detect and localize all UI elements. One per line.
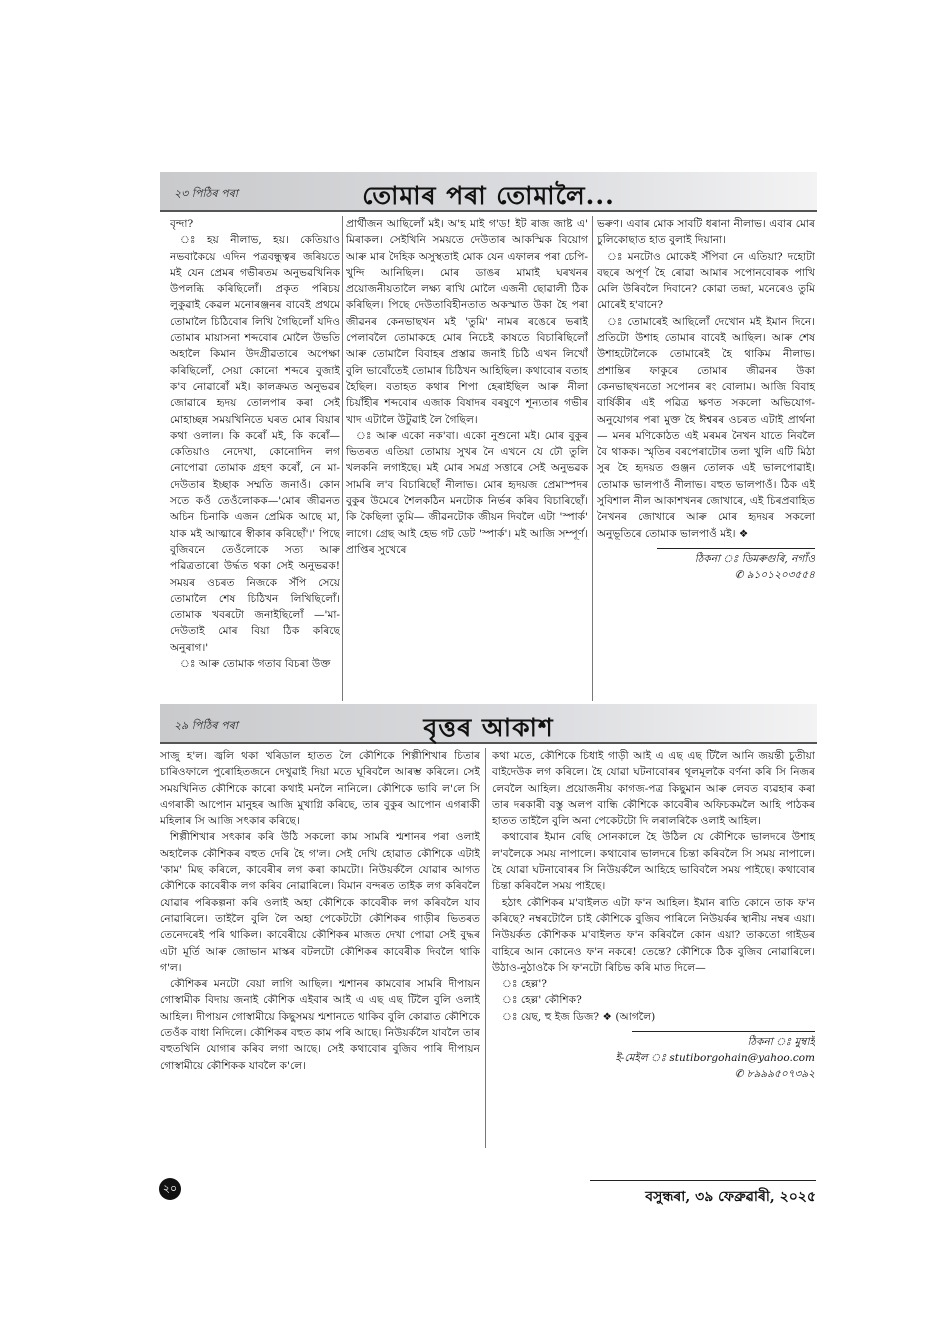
- paragraph: ঃ হয় নীলাভ, হয়। কেতিয়াও নভবাকৈয়ে এদিন পত্ৰবন্ধুত্বৰ জৰিয়তে মই যেন প্ৰেমৰ গভীৰতম অনুভৱখিনিক উপলব্ধি কৰিছিলোঁ। প্ৰকৃত পৰিচয় লুকুৱাই কেৱল মনোৰঞ্জনৰ বাবেই প্ৰথমে তোমালৈ চিঠিবোৰ লিখি গৈছিলোঁ যদিও তোমাৰ মায়াসনা শব্দবোৰ মোলৈ উভতি অহালৈ কিমান উদগ্ৰীৱতাৰে অপেক্ষা কৰিছিলোঁ, সেয়া কোনো শব্দৰে বুজাই ক'ব নোৱাৰোঁ মই। কালক্ৰমত অনুভৱৰ জোৱাৰে হৃদয় তোলপাৰ কৰা সেই মোহাচ্ছন্ন সময়খিনিতে ঘৰত মোৰ বিয়াৰ কথা ওলাল। কি কৰোঁ মই, কি কৰোঁ— কেতিয়াও নেদেখা, কোনোদিন লগ নোপোৱা তোমাক গ্ৰহণ কৰোঁ, নে মা-দেউতাৰ ইচ্ছাক সম্মতি জনাওঁ। কোন সতে কওঁ তেওঁলোকক—'মোৰ জীৱনত অচিন চিনাকি এজন প্ৰেমিক আছে মা, যাক মই আত্মাৰে স্বীকাৰ কৰিছোঁ'।' পিছে বুজিবনে তেওঁলোকে সত্য আৰু পৱিত্ৰতাৰো উৰ্দ্ধত থকা সেই অনুভৱক! সময়ৰ ওচৰত নিজকে সঁপি সেয়ে তোমালৈ শেষ চিঠিখন লিখিছিলোঁ। তোমাক খবৰটো জনাইছিলোঁ —'মা-দেউতাই মোৰ বিয়া ঠিক কৰিছে অনুৰাগ।': [170, 234, 340, 654]
- column-divider: [592, 216, 593, 701]
- paragraph: কথাবোৰ ইমান বেছি সোনকালে হৈ উঠিল যে কৌশিকে ভালদৰে উশাহ ল'বলৈকে সময় নাপালে। কথাবোৰ ভালদৰে চিন্তা কৰিবলৈ সি সময় নাপালে। হৈ যোৱা ঘটনাবোৰৰ সি নিউয়ৰ্কলৈ আহিহে ভাবিবলৈ সময় পাইছে। কথাবোৰ চিন্তা কৰিবলৈ সময় পাইছে।: [492, 831, 815, 893]
- story1-column-1: [170, 216, 340, 706]
- dialogue-line: ঃ য়েছ, হু ইজ ডিজ? ❖ (আগলৈ): [502, 1010, 656, 1023]
- paragraph: প্ৰাৰ্থীজন আছিলোঁ মই। অ'হ মাই গ'ড! ইট ৰাজ জাষ্ট এ' মিৰাকল। সেইখিনি সময়তে দেউতাৰ আকস্মিক বিয়োগ আৰু মাৰ দৈহিক অসুস্থতাই মোক যেন এফালৰ পৰা চেপি-খুন্দি আনিছিল। মোৰ ডাঙৰ মামাই ঘৰখনৰ প্ৰয়োজনীয়তালৈ লক্ষ্য ৰাখি মোলৈ এজনী ছোৱালী ঠিক কৰিছিল। পিছে দেউতাবিহীনতাত অকস্মাত উকা হৈ পৰা জীৱনৰ কেনভাছখন মই 'তুমি' নামৰ ৰঙেৰে ভৰাই পেলাবলৈ তোমাকহে মোৰ নিচেই কাষতে বিচাৰিছিলোঁ আৰু তোমালৈ বিবাহৰ প্ৰস্তাৱ জনাই চিঠি এখন লিখোঁ বুলি ভাবোঁতেই তোমাৰ চিঠিখন আহিছিল। কথাবোৰ বতাহ হৈছিল। বতাহত কথাৰ শিপা হেৰাইছিল আৰু নীলা চিয়াঁহীৰ শব্দবোৰ এজাক বিষাদৰ বৰষুণে শূন্যতাৰ গভীৰ খাদ এটালৈ উটুৱাই লৈ গৈছিল।: [346, 218, 588, 426]
- author-phone: ✆ ৯১০১২০৩৫৫৪: [734, 568, 815, 581]
- paragraph: ঃ আৰু একো নক'বা। একো নুশুনো মই। মোৰ বুকুৰ ভিতৰত এতিয়া তোমায় সুখৰ নৈ এখনে যে ঢৌ তুলি খলকনি লগাইছে। মই মোৰ সমগ্ৰ সত্তাৰে সেই অনুভৱক সামৰি ল'ব বিচাৰিছোঁ নীলাভ। মোৰ হৃদয়জ প্ৰেমাস্পদৰ বুকুৰ উমেৰে শৈলকঠিন মনটোক নিৰ্ভৰ কৰিব বিচাৰিছোঁ। কি কৈছিলা তুমি— জীৱনটোক জীয়ন দিবলৈ এটা 'স্পাৰ্ক' লাগে। গ্ৰেছ আই হেভ গট ডেট 'স্পাৰ্ক'। মই আজি সম্পূৰ্ণ। প্ৰাপ্তিৰ সুখেৰে: [346, 429, 588, 556]
- paragraph: কথা মতে, কৌশিকে চিধাই গাড়ী আই এ এছ এছ টিলৈ আনি জয়ন্তী চুতীয়া বাইদেউক লগ কৰিলে। হৈ যোৱা ঘটনাবোৰৰ থূলমূলকৈ বৰ্ণনা কৰি সি নিজৰ লেবলৈ আহিল। প্ৰয়োজনীয় কাগজ-পত্ৰ কিছুমান আৰু লেবত ব্যৱহাৰ কৰা তাৰ দৰকাৰী বস্তু অলপ বান্ধি কৌশিকে কাবেৰীৰ অফিচকমলৈ আহি পাঠকৰ হাতত তাইলৈ বুলি অনা পেকেটটো দি লৰালৰিকৈ ওলাই আহিল।: [492, 750, 815, 828]
- paragraph: শিল্পীশিখাৰ সৎকাৰ কৰি উঠি সকলো কাম সামৰি শ্মশানৰ পৰা ওলাই অহালৈক কৌশিকৰ বহুত দেৰি হৈ গ'ল। সেই দেখি হোৱাত কৌশিকে এটাই 'কাম' মিছ কৰিলে, কাবেৰীৰ লগ কৰা কামটো। নিউয়ৰ্কলৈ যোৱাৰ আগত কৌশিকে কাবেৰীক লগ কৰিব নোৱাৰিলে। বিমান বন্দৰত তাইক লগ কৰিবলৈ যোৱাৰ পৰিকল্পনা কৰি ওলাই অহা কৌশিকে কাবেৰীক লগ কৰিবলৈ যাব নোৱাৰিলে। তাইলৈ বুলি লৈ অহা পেকেটটো কৌশিকৰ গাড়ীৰ ভিতৰত তেনেদৰেই পৰি থাকিল। কাবেৰীয়ে কৌশিকৰ মাজত দেখা পোৱা সেই বুদ্ধৰ এটা মূৰ্তি আৰু জোভান মাস্কৰ বটলটো কৌশিকৰ কাবেৰীক দিবলৈ থাকি গ'ল।: [160, 831, 480, 974]
- author-phone: ✆ ৮৯৯৯৫০৭৩৯২: [734, 1068, 815, 1081]
- story1-column-2: [346, 216, 588, 706]
- story1-column-3: [597, 216, 815, 706]
- signature-rule: [632, 1031, 815, 1032]
- story2-title: বৃত্তৰ আকাশ: [423, 713, 554, 742]
- story1-title: তোমাৰ পৰা তোমালৈ...: [362, 181, 615, 210]
- paragraph: ভৰুণ। এবাৰ মোক সাবটি ধৰানা নীলাভ। এবাৰ মোৰ চুলিকোছাত হাত বুলাই দিয়ানা।: [597, 218, 815, 247]
- story2-header-bar: [160, 704, 817, 744]
- author-address: ঠিকনা ঃ মুম্বাই: [747, 1036, 815, 1049]
- author-email: ই-মেইল ঃ stutiborgohain@yahoo.com: [615, 1052, 815, 1065]
- paragraph: ঃ তোমাৰেই আছিলোঁ দেখোন মই ইমান দিনে। প্ৰতিটো উশাহ তোমাৰ বাবেই আছিল। আৰু শেষ উশাহটোলৈকে তোমাৰেই হৈ থাকিম নীলাভ। প্ৰশান্তিৰ ফাকুৰে তোমাৰ জীৱনৰ উকা কেনভাছখনতো সপোনৰ ৰং বোলাম। আজি বিবাহ বাৰ্ষিকীৰ এই পৱিত্ৰ ক্ষণত সকলো অভিযোগ-অনুযোগৰ পৰা মুক্ত হৈ ঈশ্বৰৰ ওচৰত এটাই প্ৰাৰ্থনা— মনৰ মণিকোঠত এই মৰমৰ নৈখন যাতে নিবলৈ বৈ থাকক। স্মৃতিৰ বৰপেৰাটোৰ তলা খুলি এটি মিঠা সুৰ হৈ হৃদয়ত গুঞ্জন তোলক এই ভালপোৱাই। তোমাক ভালপাওঁ নীলাভ। বহুত ভালপাওঁ। ঠিক এই সুবিশাল নীল আকাশখনৰ জোখাৰে, এই চিৰপ্ৰবাহিত নৈখনৰ জোখাৰে আৰু মোৰ হৃদয়ৰ সকলো অনুভূতিৰে তোমাক ভালপাওঁ মই। ❖: [597, 315, 815, 540]
- continued-from-label: ২৩ পিঠিৰ পৰা: [174, 187, 238, 200]
- paragraph: বৃন্দা?: [170, 218, 194, 230]
- paragraph: হঠাৎ কৌশিকৰ ম'বাইলত এটা ফ'ন আহিল। ইমান ৰাতি কোনে তাক ফ'ন কৰিছে? নম্বৰটোলৈ চাই কৌশিকে বুজিব পাৰিলে নিউয়ৰ্কৰ স্থানীয় নম্বৰ এয়া। নিউয়ৰ্কত কৌশিকক ম'বাইলত ফ'ন কৰিবলৈ কোন এয়া? তাকতো গাইডৰ বাহিৰে আন কোনেও ফ'ন নকৰে! তেন্তে? কৌশিকে ঠিক বুজিব নোৱাৰিলে। উঠাও-নুঠাওকৈ সি ফ'নটো ৰিচিভ কৰি মাত দিলে—: [492, 896, 815, 974]
- story2-column-1: [160, 748, 480, 1158]
- publication-footer: বসুন্ধৰা, ৩৯ ফেব্ৰুৱাৰী, ২০২৫: [590, 1180, 816, 1209]
- author-address: ঠিকনা ঃ ডিমৰুগুৰি, নগাঁও: [694, 552, 815, 565]
- signature-rule: [657, 548, 815, 549]
- column-divider: [485, 748, 486, 1148]
- paragraph: কৌশিকৰ মনটো বেয়া লাগি আছিল। শ্মশানৰ কামবোৰ সামৰি দীপায়ন গোস্বামীক বিদায় জনাই কৌশিক এইবাৰ আই এ এছ এছ টিলৈ বুলি ওলাই আহিল। দীপায়ন গোস্বামীয়ে কিছুসময় শ্মশানতে থাকিব বুলি কোৱাত কৌশিকে তেওঁক বাধা নিদিলে। কৌশিকৰ বহুত কাম পৰি আছে। নিউয়ৰ্কলৈ যাবলৈ তাৰ বহুতখিনি যোগাৰ কৰিব লগা আছে। সেই কথাবোৰ বুজিব পাৰি দীপায়ন গোস্বামীয়ে কৌশিকক যাবলৈ ক'লে।: [160, 978, 480, 1072]
- paragraph: সাজু হ'ল। জ্বলি থকা খৰিডাল হাতত লৈ কৌশিকে শিল্পীশিখাৰ চিতাৰ চাৰিওফালে পুৰোহিতজনে দেখুৱাই দিয়া মতে ঘূৰিবলৈ আৰম্ভ কৰিলে। সেই সময়খিনিত কৌশিকে কাৰো কথাই মনলৈ নানিলে। কৌশিকে ভাবি ল'লে সি এগৰাকী আপোন মানুহৰ আজি মুখাগ্নি কৰিছে, তাৰ বুকুৰ আপোন এগৰাকী মহিলাৰ সি আজি সৎকাৰ কৰিছে।: [160, 750, 480, 828]
- column-divider: [342, 216, 343, 701]
- story2-column-2: [492, 748, 815, 1158]
- continued-from-label: ২৯ পিঠিৰ পৰা: [174, 719, 238, 732]
- dialogue-line: ঃ হেল্ল' কৌশিক?: [502, 994, 582, 1007]
- story1-header-bar: [160, 172, 817, 212]
- dialogue-line: ঃ হেল্ল'?: [502, 978, 547, 991]
- page-number: ২০: [159, 1178, 181, 1200]
- paragraph: ঃ মনটোও মোকেই সঁপিবা নে এতিয়া? দহোটা বছৰে অপূৰ্ণ হৈ ৰোৱা আমাৰ সপোনবোৰক পাখি মেলি উৰিবলৈ দিবানে? কোৱা তন্দ্ৰা, মনেৰেও তুমি মোৰেই হ'বানে?: [597, 250, 815, 312]
- paragraph: ঃ আৰু তোমাক গতাব বিচৰা উক্ত: [180, 658, 331, 671]
